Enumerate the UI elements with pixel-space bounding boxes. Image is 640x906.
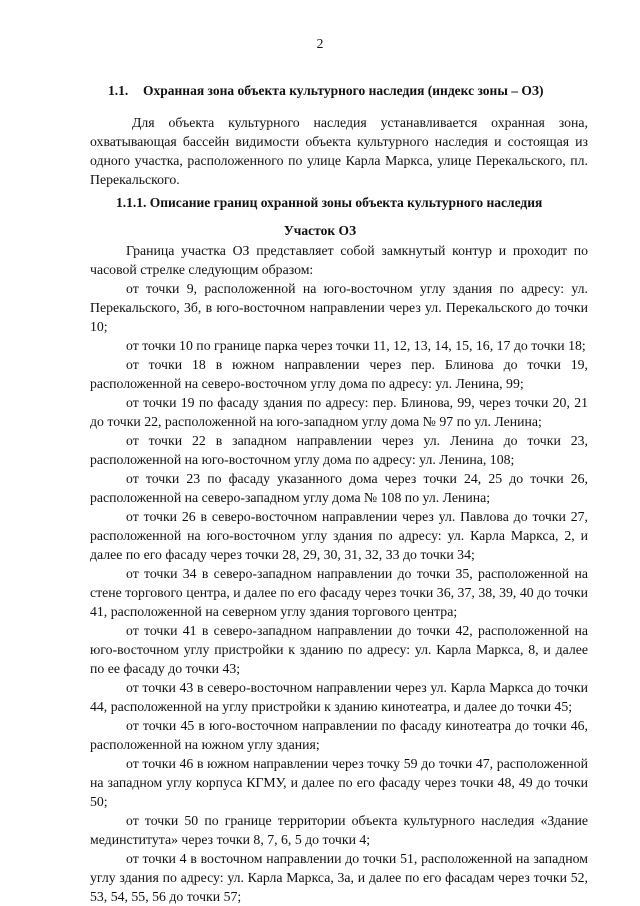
paragraph: от точки 50 по границе территории объекта культурного наследия «Здание мединститута» через точки 8, 7, 6, 5 до точки 4; [90, 813, 588, 847]
page-number: 2 [316, 36, 324, 51]
paragraph: от точки 45 в юго-восточном направлении по фасаду кинотеатра до точки 46, расположенной на южном углу здания; [90, 718, 588, 752]
paragraph: Граница участка ОЗ представляет собой замкнутый контур и проходит по часовой стрелке следующим образом: [90, 243, 588, 277]
section-title: Охранная зона объекта культурного наследия (индекс зоны – ОЗ) [143, 83, 544, 98]
section-number: 1.1. [108, 83, 129, 98]
subsection-heading: 1.1.1. Описание границ охранной зоны объекта культурного наследия [116, 195, 543, 210]
paragraph: от точки 4 в восточном направлении до точки 51, расположенной на западном углу здания по адресу: ул. Карла Маркса, 3а, и далее по его фасадам через точки 52, 53, 54, 55, 56 до точки 57; [90, 851, 588, 904]
paragraph: от точки 9, расположенной на юго-восточном углу здания по адресу: ул. Перекальского, 3б, в юго-восточном направлении через ул. Перекальского до точки 10; [90, 281, 588, 334]
paragraph: от точки 23 по фасаду указанного дома через точки 24, 25 до точки 26, расположенной на северо-западном углу дома № 108 по ул. Ленина; [90, 471, 588, 505]
paragraph: от точки 19 по фасаду здания по адресу: пер. Блинова, 99, через точки 20, 21 до точки 22, расположенной на юго-западном углу дома № 97 по ул. Ленина; [90, 395, 588, 429]
paragraph: от точки 41 в северо-западном направлении до точки 42, расположенной на юго-восточном углу пристройки к зданию по адресу: ул. Карла Маркса, 8, и далее по ее фасаду до точки 43; [90, 623, 588, 676]
paragraph: от точки 18 в южном направлении через пер. Блинова до точки 19, расположенной на северо-восточном углу дома по адресу: ул. Ленина, 99; [90, 357, 588, 391]
paragraph: от точки 43 в северо-восточном направлении через ул. Карла Маркса до точки 44, расположенной на углу пристройки к зданию кинотеатра, и далее до точки 45; [90, 680, 588, 714]
boundary-description [90, 241, 588, 906]
section-heading [108, 83, 588, 99]
plot-heading: Участок ОЗ [283, 223, 357, 238]
paragraph: от точки 26 в северо-восточном направлении через ул. Павлова до точки 27, расположенной на юго-восточном углу здания по адресу: ул. Карла Маркса, 2, и далее по его фасаду через точки 28, 29, 30, 31, 32, 33 до точки 34; [90, 509, 588, 562]
paragraph: от точки 46 в южном направлении через точку 59 до точки 47, расположенной на западном углу корпуса КГМУ, и далее по его фасаду через точки 48, 49 до точки 50; [90, 756, 588, 809]
paragraph: от точки 22 в западном направлении через ул. Ленина до точки 23, расположенной на юго-восточном углу дома по адресу: ул. Ленина, 108; [90, 433, 588, 467]
intro-paragraph: Для объекта культурного наследия устанавливается охранная зона, охватывающая бассейн видимости объекта культурного наследия и состоящая из одного участка, расположенного по улице Карла Маркса, улице Перекальского, пл. Перекальского. [90, 115, 588, 187]
paragraph: от точки 10 по границе парка через точки 11, 12, 13, 14, 15, 16, 17 до точки 18; [126, 338, 586, 353]
paragraph: от точки 34 в северо-западном направлении до точки 35, расположенной на стене торгового центра, и далее по его фасаду через точки 36, 37, 38, 39, 40 до точки 41, расположенной на северном углу здания торгового центра; [90, 566, 588, 619]
